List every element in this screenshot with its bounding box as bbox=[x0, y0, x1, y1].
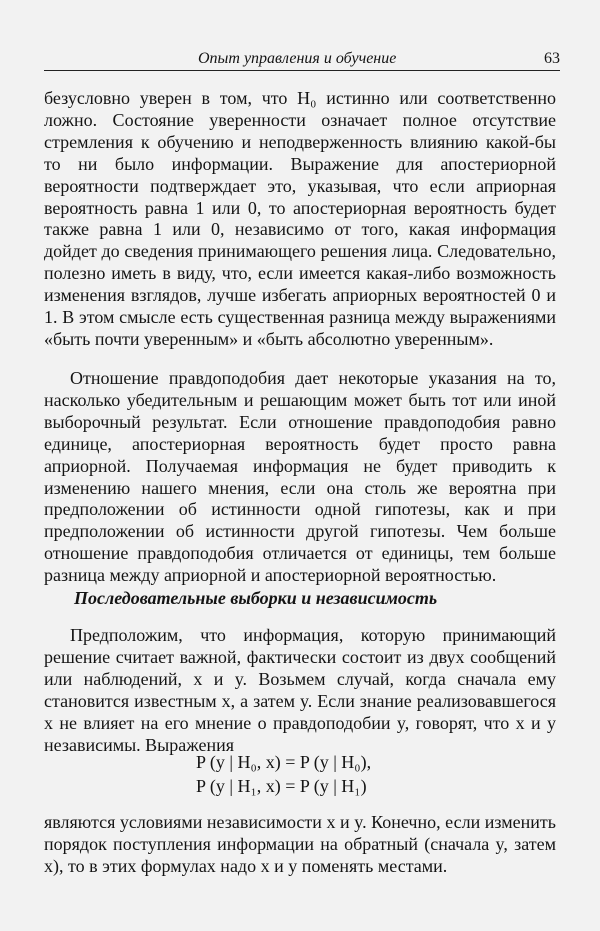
header-rule bbox=[44, 70, 560, 71]
paragraph-likelihood-ratio: Отношение правдоподобия дает некоторые указания на то, насколько убедительным и решающим может быть тот или иной выборочный результат. Если отношение правдоподобия равно единице, апостериорная вероятность будет просто равна априорной. Получаемая информация не будет приводить к изменению нашего мнения, если она столь же вероятна при предположении об истинности одной гипотезы, как и при предположении об истинности другой гипотезы. Чем больше отношение правдоподобия отличается от единицы, тем больше разница между априорной и апостериорной вероятностью. bbox=[44, 368, 556, 586]
page-number: 63 bbox=[544, 50, 560, 67]
paragraph-sequential-info: Предположим, что информация, которую принимающий решение считает важной, фактически состоит из двух сообщений или наблюдений, x и y. Возьмем случай, когда сначала ему становится известным x, а затем y. Если знание реализовавшегося x не влияет на его мнение о правдоподобии y, говорят, что x и y независимы. Выражения bbox=[44, 625, 556, 755]
paragraph-independence-conditions: являются условиями независимости x и y. Конечно, если изменить порядок поступления информации на обратный (сначала y, затем x), то в этих формулах надо x и y поменять местами. bbox=[44, 812, 556, 876]
running-title: Опыт управления и обучение bbox=[198, 50, 397, 67]
running-head bbox=[46, 50, 560, 70]
paragraph-certainty: безусловно уверен в том, что H₀ истинно или соответственно ложно. Состояние уверенности означает полное отсутствие стремления к обучению и неподверженность влиянию какой-бы то ни было информации. Выражение для апостериорной вероятности подтверждает это, указывая, что если априорная вероятность равна 1 или 0, то апостериорная вероятность будет также равна 1 или 0, независимо от того, какая информация дойдет до сведения принимающего решения лица. Следовательно, полезно иметь в виду, что, если имеется какая-либо возможность изменения взглядов, лучше избегать априорных вероятностей 0 и 1. В этом смысле есть существенная разница между выражениями «быть почти уверенным» и «быть абсолютно уверенным». bbox=[44, 88, 556, 349]
independence-formulas bbox=[196, 750, 371, 798]
section-heading: Последовательные выборки и независимость bbox=[74, 588, 438, 608]
formula-h0: P (y | H₀, x) = P (y | H₀), bbox=[196, 752, 372, 772]
formula-h1: P (y | H₁, x) = P (y | H₁) bbox=[196, 776, 367, 796]
